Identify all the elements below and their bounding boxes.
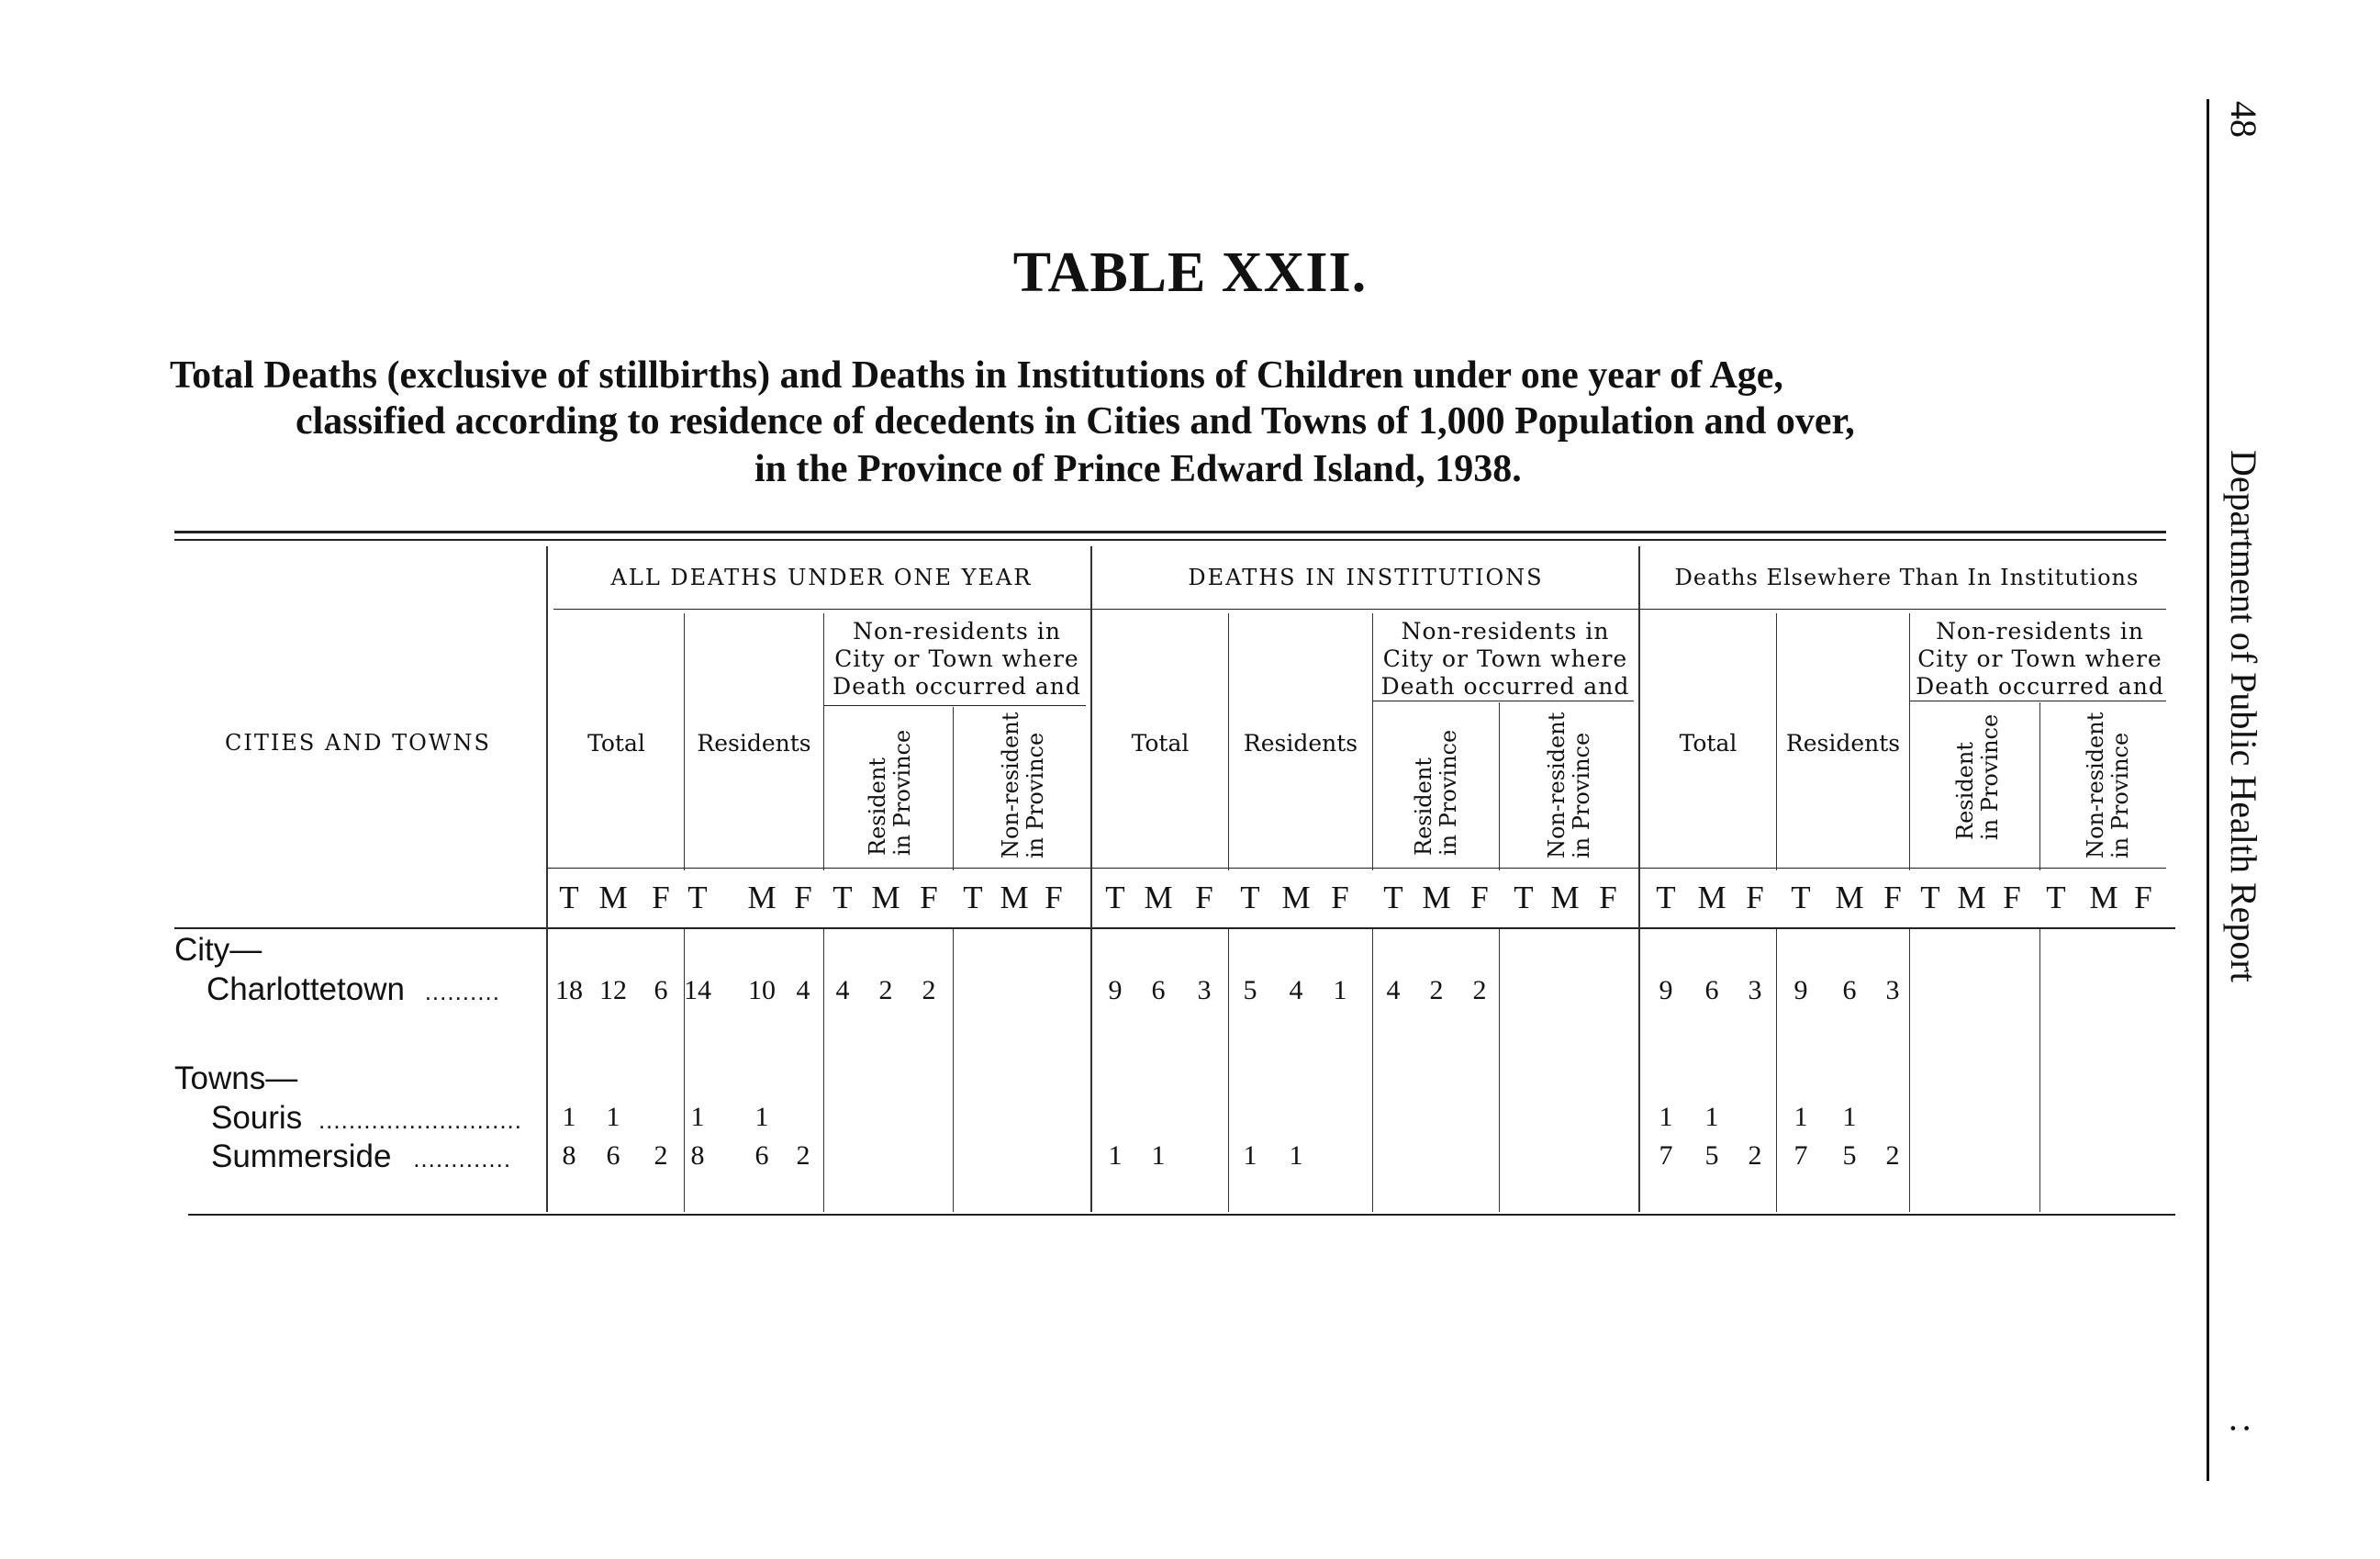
sex-header-cell: T [1656, 880, 1676, 915]
subtitle-line-2: classified according to residence of decedents in Cities and Towns of 1,000 Population and over, [296, 400, 1855, 443]
table-cell: 2 [922, 975, 936, 1005]
table-cell: 6 [1842, 975, 1857, 1005]
group-header-institutions: DEATHS IN INSTITUTIONS [1188, 565, 1544, 590]
sex-header-cell: F [920, 880, 938, 915]
sex-header-cell: F [2003, 880, 2021, 915]
table-cell: 1 [1704, 1102, 1719, 1132]
table-cell: 1 [1243, 1140, 1257, 1171]
nonres-line: Death occurred and [1916, 673, 2164, 700]
vert-line: in Province [1022, 732, 1048, 858]
table-cell: 9 [1108, 975, 1123, 1005]
nonres-line: Death occurred and [832, 673, 1081, 700]
subcol-rule [823, 613, 824, 870]
table-title: TABLE XXII. [1012, 241, 1368, 304]
table-cell: 1 [1151, 1140, 1166, 1171]
sex-header-cell: M [1144, 880, 1173, 915]
sex-header-cell: M [1422, 880, 1451, 915]
table-cell: 4 [1386, 975, 1401, 1005]
row-leader: ........................... [318, 1106, 522, 1134]
table-cell: 3 [1885, 975, 1900, 1005]
table-cell: 2 [1885, 1140, 1900, 1171]
col-resident-in-province [1412, 730, 1461, 856]
nonres-line: Death occurred and [1380, 673, 1630, 700]
sex-header-cell: M [1281, 880, 1311, 915]
table-cell: 10 [748, 975, 776, 1005]
sex-header-cell: T [963, 880, 983, 915]
sex-header-cell: F [1470, 880, 1489, 915]
running-head [2219, 101, 2265, 1478]
vert-line: in Province [889, 729, 915, 856]
sex-header-cell: M [1000, 880, 1029, 915]
subcol-rule [953, 707, 954, 870]
nonres-line: City or Town where [1382, 645, 1628, 672]
table-cell: 14 [684, 975, 711, 1005]
subtitle-line-1: Total Deaths (exclusive of stillbirths) and Deaths in Institutions of Children under one year of Age, [170, 354, 1783, 397]
vert-line: in Province [1436, 729, 1461, 856]
nonres-line: City or Town where [1917, 645, 2162, 672]
body-rule [2039, 929, 2040, 1212]
nonres-line: Non-residents in [853, 618, 1061, 645]
side-mark: : [2223, 1423, 2264, 1434]
vert-line: in Province [2107, 732, 2133, 858]
sex-header-cell: F [1883, 880, 1902, 915]
body-rule [1228, 929, 1229, 1212]
vert-line: in Province [1977, 713, 2003, 840]
sex-header-cell: M [598, 880, 628, 915]
vert-line: Resident [865, 757, 890, 856]
sex-header-cell: T [559, 880, 579, 915]
sex-header-cell: T [2046, 880, 2066, 915]
col-nonresident-in-province [999, 712, 1048, 858]
sex-header-cell: F [1331, 880, 1349, 915]
table-cell: 9 [1793, 975, 1808, 1005]
stub-header: CITIES AND TOWNS [225, 730, 491, 756]
running-head-text: Department of Public Health Report [2223, 450, 2264, 982]
table-cell: 1 [1289, 1140, 1303, 1171]
group-divider-1 [1090, 546, 1092, 1212]
table-cell: 2 [654, 1140, 668, 1171]
nonres-line: Non-residents in [1401, 618, 1610, 645]
group-divider-2 [1638, 546, 1640, 1212]
table-cell: 8 [562, 1140, 576, 1171]
col-resident-in-province [1953, 714, 2003, 840]
table-cell: 2 [1429, 975, 1444, 1005]
vert-line: Non-resident [1544, 712, 1570, 858]
sex-header-cell: M [747, 880, 777, 915]
section-label-city: City— [174, 932, 263, 968]
sex-header-cell: F [2134, 880, 2152, 915]
table-cell: 1 [606, 1102, 620, 1132]
table-cell: 6 [654, 975, 668, 1005]
body-rule [823, 929, 824, 1212]
col-nonresident-in-province [2084, 712, 2133, 858]
stub-divider [546, 546, 548, 1212]
sex-header-cell: T [1791, 880, 1811, 915]
sex-header-cell: F [1045, 880, 1063, 915]
table-cell: 2 [878, 975, 893, 1005]
table-cell: 12 [599, 975, 627, 1005]
table-cell: 7 [1793, 1140, 1808, 1171]
col-residents: Residents [1785, 730, 1901, 757]
col-nonresident-in-province [1545, 712, 1594, 858]
col-residents: Residents [697, 730, 811, 757]
sex-header-cell: T [1105, 880, 1125, 915]
table-cell: 1 [1793, 1102, 1808, 1132]
sex-header-cell: T [1920, 880, 1940, 915]
nonres-header-1 [826, 618, 1088, 701]
sex-header-cell: F [794, 880, 812, 915]
sex-header-cell: M [1835, 880, 1864, 915]
body-rule [953, 929, 954, 1212]
table-cell: 6 [606, 1140, 620, 1171]
vert-line: Non-resident [2083, 712, 2108, 858]
table-cell: 2 [796, 1140, 810, 1171]
subcol-rule [2039, 702, 2040, 870]
sex-header-cell: T [1240, 880, 1260, 915]
table-cell: 1 [690, 1102, 705, 1132]
table-cell: 1 [1108, 1140, 1123, 1171]
table-cell: 1 [562, 1102, 576, 1132]
table-cell: 3 [1748, 975, 1762, 1005]
table-cell: 1 [754, 1102, 769, 1132]
table-top-rule-2 [174, 539, 2166, 541]
page-number: 48 [2223, 101, 2264, 138]
section-label-towns: Towns— [174, 1060, 298, 1096]
table-bottom-rule [188, 1214, 2175, 1216]
row-name: Souris [211, 1100, 303, 1136]
page-margin-rule [2207, 99, 2209, 1481]
sex-header-cell: M [1550, 880, 1580, 915]
sex-header-cell: T [832, 880, 853, 915]
body-top-rule [174, 927, 2175, 929]
sex-header-rule-top [546, 868, 2166, 869]
table-cell: 2 [1748, 1140, 1762, 1171]
sex-header-cell: T [1514, 880, 1534, 915]
nonres-line: City or Town where [834, 645, 1079, 672]
vert-line: in Province [1569, 732, 1594, 858]
col-total: Total [587, 730, 645, 757]
table-cell: 5 [1243, 975, 1257, 1005]
row-name: Charlottetown [207, 971, 405, 1007]
vert-line: Resident [1952, 742, 1978, 840]
nonres-line: Non-residents in [1936, 618, 2144, 645]
col-total: Total [1679, 730, 1738, 757]
table-top-rule [174, 531, 2166, 533]
row-label-summerside [211, 1138, 511, 1175]
sex-header-cell: M [1957, 880, 1986, 915]
body-rule [1776, 929, 1777, 1212]
row-leader: ............. [413, 1145, 512, 1172]
sex-header-cell: M [2089, 880, 2118, 915]
sex-header-cell: F [652, 880, 670, 915]
sex-header-cell: F [1195, 880, 1213, 915]
table-cell: 6 [1151, 975, 1166, 1005]
col-resident-in-province [866, 730, 915, 856]
row-name: Summerside [211, 1138, 392, 1174]
subcol-rule [1499, 702, 1500, 870]
col-residents: Residents [1243, 730, 1358, 757]
body-rule [1499, 929, 1500, 1212]
sex-header-cell: M [1697, 880, 1726, 915]
sex-header-cell: M [871, 880, 900, 915]
table-cell: 1 [1842, 1102, 1857, 1132]
col-total: Total [1131, 730, 1190, 757]
vert-line: Resident [1411, 757, 1436, 856]
table-cell: 7 [1659, 1140, 1673, 1171]
sex-header-cell: T [1383, 880, 1403, 915]
table-cell: 6 [1704, 975, 1719, 1005]
group-header-elsewhere: Deaths Elsewhere Than In Institutions [1674, 565, 2140, 590]
table-cell: 1 [1333, 975, 1347, 1005]
group-header-rule [553, 609, 2166, 610]
row-label-charlottetown [207, 971, 500, 1008]
nonres-rule-1 [824, 705, 1086, 706]
table-cell: 1 [1659, 1102, 1673, 1132]
nonres-header-3 [1909, 618, 2171, 701]
body-rule [1372, 929, 1373, 1212]
running-head-rotated [2219, 101, 2265, 1478]
table-cell: 4 [1289, 975, 1303, 1005]
table-cell: 4 [835, 975, 850, 1005]
subtitle-line-3: in the Province of Prince Edward Island, 1938. [754, 448, 1522, 490]
sex-header-cell: F [1599, 880, 1617, 915]
table-cell: 5 [1704, 1140, 1719, 1171]
group-header-all-deaths: ALL DEATHS UNDER ONE YEAR [610, 565, 1033, 590]
table-cell: 5 [1842, 1140, 1857, 1171]
table-cell: 6 [754, 1140, 769, 1171]
vert-line: Non-resident [998, 712, 1023, 858]
nonres-header-2 [1372, 618, 1638, 701]
row-leader: .......... [424, 978, 500, 1005]
table-cell: 4 [796, 975, 810, 1005]
sex-header-cell: F [1746, 880, 1764, 915]
table-cell: 3 [1197, 975, 1212, 1005]
table-cell: 8 [690, 1140, 705, 1171]
sex-header-cell: T [687, 880, 708, 915]
table-cell: 2 [1472, 975, 1487, 1005]
table-cell: 18 [555, 975, 583, 1005]
table-cell: 9 [1659, 975, 1673, 1005]
row-label-souris [211, 1100, 522, 1137]
